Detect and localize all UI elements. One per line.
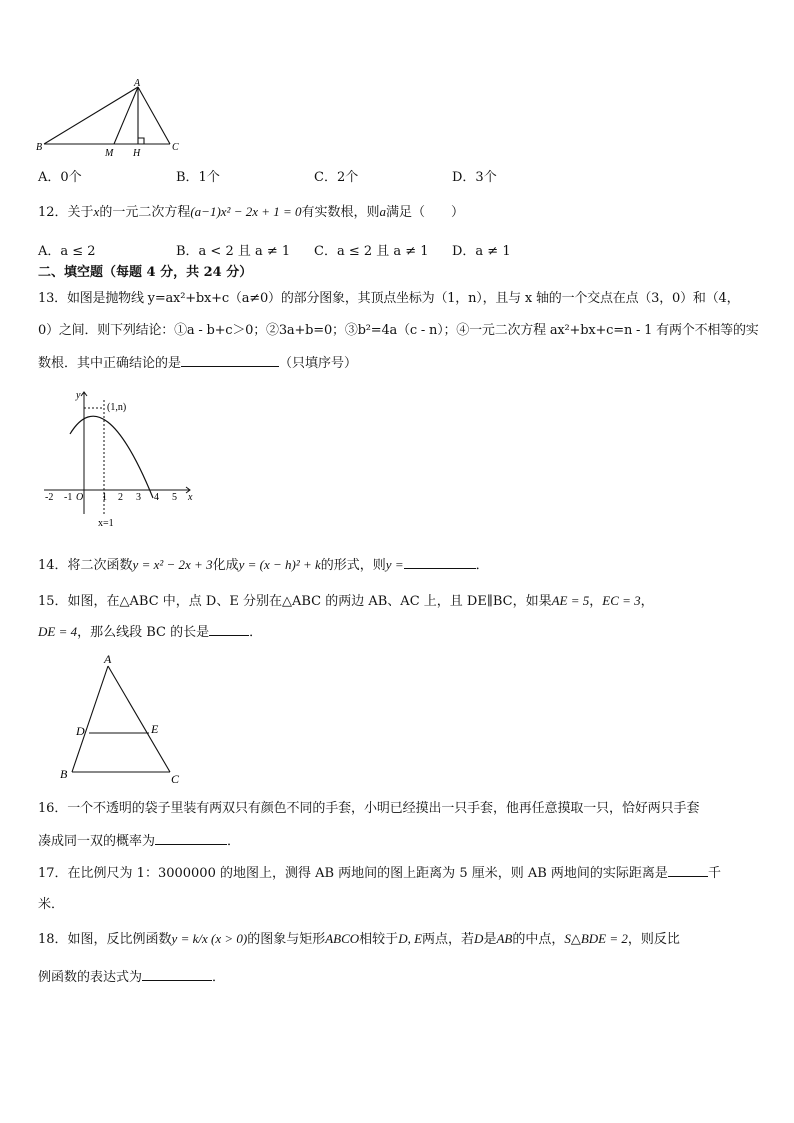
- q18-answer-blank[interactable]: [142, 968, 212, 981]
- q14-expr2: y = (x − h)² + k: [238, 557, 321, 572]
- fig13-tick-neg1: -1: [64, 492, 73, 503]
- q13-line3: [38, 354, 357, 373]
- q16-end: ．: [227, 834, 241, 849]
- fig13-x-label: x: [188, 492, 193, 503]
- q16-answer-blank[interactable]: [155, 832, 227, 845]
- fig13-tick-2: 2: [118, 492, 123, 503]
- q18-pts: D, E: [398, 931, 423, 946]
- q14-answer-blank[interactable]: [404, 556, 476, 569]
- q15-de: DE = 4: [38, 624, 78, 639]
- q18-func: y = k/x (x > 0): [171, 931, 248, 946]
- q18-ab: AB: [496, 931, 513, 946]
- q11-option-c: C．2个: [314, 170, 359, 185]
- q17-unit: 千: [707, 866, 721, 881]
- q12-equation: (a−1)x² − 2x + 1 = 0: [190, 204, 302, 219]
- fig13-y-label: y: [76, 390, 81, 401]
- q16-line2: [38, 832, 240, 851]
- q15-text: 15．如图，在△ABC 中，点 D、E 分别在△ABC 的两边 AB、AC 上，且 DE∥BC，如果: [38, 594, 552, 609]
- q13-line2: 0）之间．则下列结论：①a - b+c＞0；②3a+b=0；③b²=4a（c - n）；④一元二次方程 ax²+bx+c=n - 1 有两个不相等的实: [38, 323, 759, 338]
- fig13-origin: O: [76, 492, 84, 503]
- q14-expr1: y = x² − 2x + 3: [132, 557, 213, 572]
- q15-end: ．: [249, 625, 263, 640]
- q12-text1: 的一元二次方程: [99, 205, 191, 220]
- fig13-tick-5: 5: [172, 492, 177, 503]
- fig11-label-a: A: [134, 78, 141, 89]
- fig15-label-b: B: [60, 767, 68, 781]
- q16-line2-text: 凑成同一双的概率为: [38, 834, 156, 849]
- q14-var-y: y =: [385, 557, 404, 572]
- q11-option-b: B．1个: [176, 170, 220, 185]
- fig13-tick-neg2: -2: [45, 492, 54, 503]
- fig15-label-a: A: [104, 652, 112, 666]
- q18-end: ．: [212, 970, 226, 985]
- q12-stem: [38, 203, 464, 222]
- q18-text4: 是: [483, 932, 497, 947]
- q12-option-b: B．a < 2 且 a ≠ 1: [176, 244, 291, 259]
- fig13-axis-label: x=1: [98, 518, 114, 529]
- q18-text3: 两点，若: [422, 932, 475, 947]
- q18-text2: 相较于: [359, 932, 399, 947]
- q11-option-a: A．0个: [38, 170, 82, 185]
- fig11-label-m: M: [105, 148, 114, 159]
- q18-line1: [38, 930, 680, 949]
- q17-line2: 米．: [38, 897, 65, 912]
- q14-tail: 的形式，则: [320, 558, 386, 573]
- fig13-tick-4: 4: [154, 492, 159, 503]
- q16-line1: 16．一个不透明的袋子里装有两双只有颜色不同的手套，小明已经摸出一只手套，他再任意摸取一只，恰好两只手套: [38, 801, 700, 816]
- section-fill-blank-title: 二、填空题（每题 4 分，共 24 分）: [38, 265, 253, 280]
- q12-option-a: A．a ≤ 2: [38, 244, 96, 259]
- q15-comma: ，: [589, 594, 603, 609]
- q15-answer-blank[interactable]: [209, 623, 249, 636]
- fig13-tick-3: 3: [136, 492, 141, 503]
- q13-line3-tail: （只填序号）: [279, 356, 358, 371]
- fig15-label-d: D: [76, 724, 85, 738]
- fig15-label-e: E: [151, 722, 159, 736]
- q14-mid: 化成: [212, 558, 239, 573]
- q15-ae: AE = 5: [551, 593, 590, 608]
- q12-var-a: a: [379, 204, 387, 219]
- q18-line2-text: 例函数的表达式为: [38, 970, 143, 985]
- q12-text2: 有实数根，则: [301, 205, 380, 220]
- fig15-label-c: C: [171, 772, 180, 786]
- q14-end: ．: [475, 558, 489, 573]
- q18-text1: 的图象与矩形: [247, 932, 326, 947]
- q18-text5: 的中点，: [512, 932, 565, 947]
- q12-num: 12．关于: [38, 205, 94, 220]
- q17-answer-blank[interactable]: [668, 864, 708, 877]
- q17-line1: [38, 864, 721, 883]
- q15-comma2: ，: [640, 594, 654, 609]
- q15-ec: EC = 3: [602, 593, 641, 608]
- q14-stem: [38, 556, 489, 575]
- fig11-label-b: B: [36, 142, 43, 153]
- q12-text3: 满足（ ）: [386, 205, 465, 220]
- fig11-label-c: C: [172, 142, 179, 153]
- q13-line1: 13．如图是抛物线 y=ax²+bx+c（a≠0）的部分图象，其顶点坐标为（1，n），且与 x 轴的一个交点在点（3，0）和（4，: [38, 291, 740, 306]
- fig13-tick-1: 1: [102, 492, 107, 503]
- q13-parabola-figure: [40, 386, 200, 532]
- q15-line2-text: ，那么线段 BC 的长是: [77, 625, 210, 640]
- q11-triangle-figure: [34, 78, 194, 160]
- q15-line2: [38, 623, 262, 642]
- q13-answer-blank[interactable]: [181, 354, 279, 367]
- q13-line3-text: 数根．其中正确结论的是: [38, 356, 182, 371]
- q18-line2: [38, 968, 225, 987]
- parabola-curve: [70, 416, 153, 498]
- q18-num: 18．如图，反比例函数: [38, 932, 172, 947]
- fig11-label-h: H: [133, 148, 141, 159]
- q12-option-c: C．a ≤ 2 且 a ≠ 1: [314, 244, 429, 259]
- q18-rect: ABCO: [325, 931, 360, 946]
- q17-line1-text: 17．在比例尺为 1：3000000 的地图上，测得 AB 两地间的图上距离为 5 厘米，则 AB 两地间的实际距离是: [38, 866, 668, 881]
- q15-line1: [38, 592, 654, 611]
- fig13-vertex-label: (1,n): [107, 402, 127, 413]
- q12-var-x: x: [93, 204, 100, 219]
- q18-text6: ，则反比: [627, 932, 680, 947]
- q12-option-d: D．a ≠ 1: [452, 244, 511, 259]
- q11-option-d: D．3个: [452, 170, 497, 185]
- q18-d: D: [474, 931, 484, 946]
- q14-num: 14．将二次函数: [38, 558, 133, 573]
- q18-area: S△BDE = 2: [564, 931, 628, 946]
- q15-triangle-figure: [58, 650, 188, 788]
